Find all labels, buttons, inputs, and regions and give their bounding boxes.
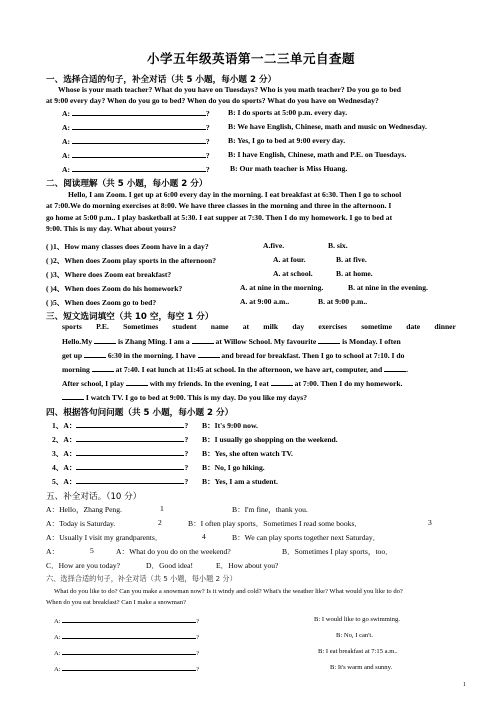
cloze-line: Hello.My is Zhang Ming. I am a at Willow School. My favourite is Monday. I often <box>62 337 401 346</box>
section1-row: A: ? B: Yes, I go to bed at 9:00 every day. <box>62 136 346 146</box>
section6-heading: 六、选择合适的句子，补全对话（共 5 小题，每小题 2 分） <box>46 574 237 583</box>
section6-options: What do you like to do? Can you make a snowman now? Is it windy and cold? What's the weather like? What would you like to do? When do you eat breakfast? Can I make a snowman? <box>46 588 403 606</box>
dialog-line: A：Hello，Zhang Peng. 1 B：I'm fine，thank you. <box>46 504 308 514</box>
cloze-line: I watch TV. I go to bed at 9:00. This is my day. Do you like my days? <box>62 392 307 402</box>
section2-passage: Hello, I am Zoom. I get up at 6:00 every day in the morning. I eat breakfast at 6:30. Then I go to school at 7:00.We do morning exercises at 8:00. We have three classes in the morning and three in the afternoon. I go home at 5:00 p.m.. I play basketball at 5:30. I eat supper at 7:30. Then I do my homework. I go to bed at 9:00. This is my day. What about yours? <box>46 190 402 233</box>
cloze-line: get up 6:30 in the morning. I have and bread for breakfast. Then I go to school at 7:10. I do <box>62 351 405 360</box>
section6-row: A: ? B: No, I can't. <box>54 632 373 641</box>
page-title: 小学五年级英语第一二三单元自查题 <box>146 51 355 66</box>
question-item: ( )3、Where does Zoom eat breakfast? A. at school. B. at home. <box>46 269 373 279</box>
qa-row: 1、A： ? B：It's 9:00 now. <box>52 421 258 430</box>
blank[interactable] <box>198 350 220 358</box>
section6-row: A: ? B: It's warm and sunny. <box>54 664 393 673</box>
section6-row: A: ? B: I eat breakfast at 7:15 a.m.. <box>54 648 398 657</box>
section4-heading: 四、根据答句问问题（共 5 小题，每小题 2 分） <box>46 408 234 418</box>
dialog-line: A：Usually I visit my grandparents． 4 B：We can play sports together next Saturday． <box>46 532 381 542</box>
blank[interactable] <box>384 364 406 372</box>
qa-row: 4、A： ? B：No, I go hiking. <box>52 463 265 472</box>
section1-row: A: ? B: I have English, Chinese, math and P.E. on Tuesdays. <box>62 150 407 160</box>
section6-row: A: ? B: I would like to go swimming. <box>54 616 400 625</box>
word-bank: sports P.E. Sometimes student name at milk day exercises sometime date dinner <box>62 322 456 331</box>
section5-heading: 五、补全对话。（10 分） <box>46 492 142 502</box>
question-item: ( )4、When does Zoom do his homework? A. at nine in the morning. B. at nine in the evening. <box>46 283 428 293</box>
blank[interactable] <box>62 392 84 400</box>
qa-row: 2、A： ? B：I usually go shopping on the weekend. <box>52 435 338 444</box>
blank[interactable] <box>126 378 148 386</box>
section1-row: A: ? B: I do sports at 5:00 p.m. every day. <box>62 108 348 118</box>
section3-heading: 三、短文选词填空（共 10 空，每空 1 分） <box>46 312 214 322</box>
cloze-line: morning at 7:40. I eat lunch at 11:45 at school. In the afternoon, we have art, computer, and . <box>62 365 409 374</box>
qa-row: 3、A： ? B：Yes, she often watch TV. <box>52 449 293 458</box>
section2-heading: 二、阅读理解（共 5 小题，每小题 2 分） <box>46 179 208 189</box>
blank[interactable] <box>318 336 340 344</box>
section1-row: A: ? B: We have English, Chinese, math and music on Wednesday. <box>62 122 427 132</box>
section1-row: A: ? B: Our math teacher is Miss Huang. <box>62 164 348 174</box>
blank[interactable] <box>94 336 116 344</box>
blank[interactable] <box>271 378 293 386</box>
blank[interactable] <box>84 350 106 358</box>
dialog-line: A： 5 A：What do you do on the weekend? B．Sometimes I play sports，too． <box>46 546 393 556</box>
section1-options-line2: at 9:00 every day? When do you go to bed? When do you do sports? What do you have on Wednesday? <box>46 96 379 106</box>
section1-options-line1: Whose is your math teacher? What do you have on Tuesdays? Who is you math teacher? Do you go to bed <box>58 85 402 94</box>
dialog-line: A：Today is Saturday. 2 B：I often play sports．Sometimes I read some books． 3 <box>46 518 432 528</box>
section1-heading: 一、选择合适的句子，补全对话（共 5 小题，每小题 2 分） <box>46 75 277 85</box>
question-item: ( )1、How many classes does Zoom have in a day? A.five. B. six. <box>46 241 348 251</box>
question-item: ( )5、When does Zoom go to bed? A. at 9:00 a.m.. B. at 9:00 p.m.. <box>46 297 368 307</box>
section1-options <box>46 84 462 107</box>
page-number: 1 <box>463 682 466 688</box>
question-item: ( )2、When does Zoom play sports in the afternoon? A. at four. B. at five. <box>46 255 367 265</box>
blank[interactable] <box>92 364 114 372</box>
cloze-line: After school, I play with my friends. In the evening, I eat at 7:00. Then I do my homework. <box>62 379 403 388</box>
qa-row: 5、A： ? B：Yes, I am a student. <box>52 477 278 486</box>
blank[interactable] <box>192 336 214 344</box>
dialog-options: C．How are you today? D．Good idea! E．How about you? <box>46 561 279 570</box>
